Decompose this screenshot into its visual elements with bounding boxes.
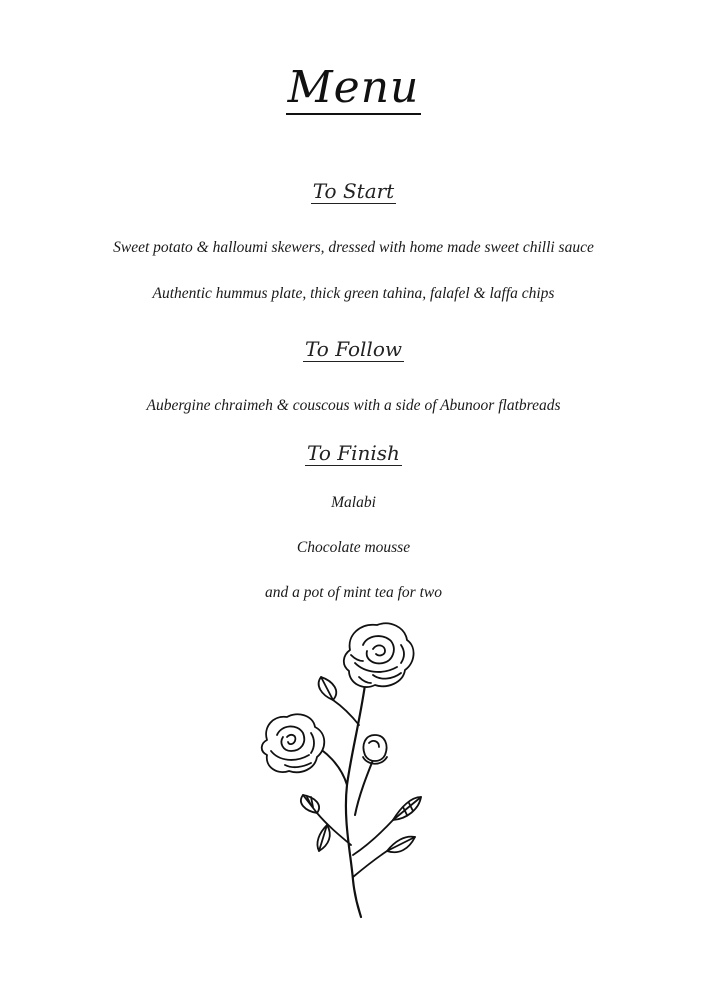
rose-bloom-left <box>262 714 325 772</box>
section-heading-text: To Finish <box>307 441 400 465</box>
menu-title <box>0 60 707 116</box>
section-heading-to-finish <box>0 440 707 466</box>
rose-bloom-top <box>344 623 414 687</box>
menu-item-dessert-1: Malabi <box>331 494 376 511</box>
section-heading-to-follow <box>0 336 707 362</box>
rose-illustration-icon <box>255 615 425 920</box>
menu-item-starter-1: Sweet potato & halloumi skewers, dressed with home made sweet chilli sauce <box>113 239 594 256</box>
menu-item-main-1: Aubergine chraimeh & couscous with a side of Abunoor flatbreads <box>146 397 561 414</box>
menu-item-dessert-2: Chocolate mousse <box>296 539 411 556</box>
rose-bud <box>363 735 387 764</box>
menu-item-starter-2: Authentic hummus plate, thick green tahina, falafel & laffa chips <box>152 285 555 302</box>
menu-title-text: Menu <box>287 62 420 113</box>
menu-item-dessert-3: and a pot of mint tea for two <box>265 584 442 601</box>
section-heading-to-start <box>0 178 707 204</box>
section-heading-text: To Start <box>312 179 395 203</box>
section-heading-text: To Follow <box>305 337 402 361</box>
